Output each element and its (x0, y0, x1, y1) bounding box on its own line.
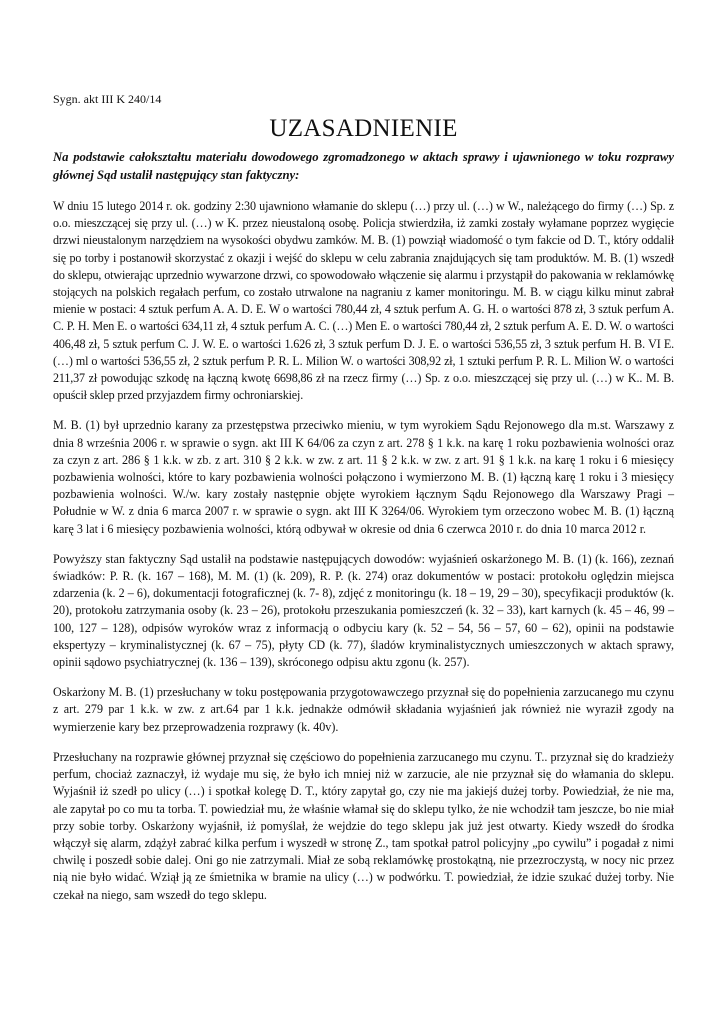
paragraph-criminal-record: M. B. (1) był uprzednio karany za przestępstwa przeciwko mieniu, w tym wyrokiem Sądu Rejonowego dla m.st. Warszawy z dnia 8 września 2006 r. w sprawie o sygn. akt III K 64/06 za czyn z art. 278 § 1 k.k. na karę 1 roku pozbawienia wolności oraz za czyn z art. 286 § 1 k.k. w zb. z art. 310 § 2 k.k. w zw. z art. 11 § 2 k.k. w zw. z art. 91 § 1 k.k. na karę 1 roku i 6 miesięcy pozbawienia wolności, które to kary pozbawienia wolności połączono i wymierzono M. B. (1) łączną karę 1 roku i 3 miesięcy pozbawienia wolności. W./w. kary zostały następnie objęte wyrokiem łącznym Sądu Rejonowego dla Warszawy Pragi – Południe w W. z dnia 6 marca 2007 r. w sprawie o sygn. akt III K 3264/06. Wyrokiem tym orzeczono wobec M. B. (1) łączną karę 3 lat i 6 miesięcy pozbawienia wolności, którą odbywał w okresie od dnia 6 czerwca 2010 r. do dnia 10 marca 2012 r. (53, 418, 674, 536)
paragraph-evidence: Powyższy stan faktyczny Sąd ustalił na podstawie następujących dowodów: wyjaśnień oskarżonego M. B. (1) (k. 166), zeznań świadków: P. R. (k. 167 – 168), M. M. (1) (k. 209), R. P. (k. 274) oraz dokumentów w postaci: protokołu oględzin miejsca zdarzenia (k. 2 – 6), dokumentacji fotograficznej (k. 7- 8), zdjęć z monitoringu (k. 18 – 19, 29 – 30), specyfikacji produktów (k. 20), protokołu zatrzymania osoby (k. 23 – 26), protokołu przeszukania pomieszczeń (k. 32 – 33), kart karnych (k. 45 – 46, 99 – 100, 127 – 128), odpisów wyroków wraz z informacją o odbyciu kary (k. 52 – 54, 56 – 57, 60 – 62), opinii na podstawie ekspertyzy – kryminalistycznej (k. 67 – 75), płyty CD (k. 77), śladów kryminalistycznych umieszczonych w aktach sprawy, opinii sądowo psychiatrycznej (k. 136 – 139), skróconego odpisu aktu zgonu (k. 257). (53, 551, 674, 670)
paragraph-facts: W dniu 15 lutego 2014 r. ok. godziny 2:30 ujawniono włamanie do sklepu (…) przy ul. (…) w W., należącego do firmy (…) Sp. z o.o. mieszczącej się przy ul. (…) w K. przez nieustaloną osobę. Policja stwierdziła, iż zamki zostały wyłamane poprzez wygięcie drzwi nieustalonym narzędziem na wysokości obydwu zamków. M. B. (1) powziął wiadomość o tym fakcie od D. T., który oddalił się po torby i postanowił skorzystać z okazji i wejść do sklepu w celu zabrania znajdujących się tam produktów. M. B. (1) wszedł do sklepu, otwierając uprzednio wywarzone drzwi, co spowodowało włączenie się alarmu i przystąpił do pakowania w reklamówkę stojących na polskich regałach perfum, co zostało utrwalone na nagraniu z kamer monitoringu. M. B. w ciągu kilku minut zabrał mienie w postaci: 4 sztuk perfum A. A. D. E. W o wartości 780,44 zł, 4 sztuk perfum A. G. H. o wartości 878 zł, 3 sztuk perfum A. C. P. H. Men E. o wartości 634,11 zł, 4 sztuk perfum A. C. (…) Men E. o wartości 780,44 zł, 2 sztuk perfum A. E. D. W. o wartości 406,48 zł, 5 sztuk perfum C. J. W. E. o wartości 1.626 zł, 3 sztuk perfum D. J. E. o wartości 536,55 zł, 3 sztuk perfum H. B. VI E. (…) ml o wartości 536,55 zł, 2 sztuk perfum P. R. L. Milion W. o wartości 308,92 zł, 1 sztuki perfum P. R. L. Milion W. o wartości 211,37 zł powodując szkodę na łączną kwotę 6698,86 zł na rzecz firmy (…) Sp. z o.o. mieszczącej się przy ul. (…) w K.. M. B. opuścił sklep przed przyjazdem firmy ochroniarskiej. (53, 199, 674, 403)
document-page (53, 92, 674, 917)
document-title: UZASADNIENIE (269, 115, 458, 142)
intro-statement: Na podstawie całokształtu materiału dowodowego zgromadzonego w aktach sprawy i ujawnionego w toku rozprawy głównej Sąd ustalił następujący stan faktyczny: (53, 150, 674, 182)
paragraph-trial-testimony: Przesłuchany na rozprawie głównej przyznał się częściowo do popełnienia zarzucanego mu czynu. T.. przyznał się do kradzieży perfum, chociaż zaznaczył, iż wydaje mu się, że było ich mniej niż w zarzucie, ale nie przyznał się do włamania do sklepu. Wyjaśnił iż szedł po ulicy (…) i spotkał kolegę D. T., który zapytał go, czy nie ma jakiejś dużej torby. Powiedział, że nie ma, ale zapytał po co mu ta torba. T. powiedział mu, że właśnie włamał się do sklepu tylko, że nie wchodził tam jeszcze, bo nie miał przy sobie torby. Oskarżony wyjaśnił, iż pomyślał, że wejdzie do tego sklepu jak już jest otwarty. Kiedy wszedł do środka włączył się alarm, zdążył zabrać kilka perfum i wyszedł w stronę Z., tam spotkał patrol policyjny „po cywilu” i pogadał z nimi chwilę i poszedł sobie dalej. Oni go nie zatrzymali. Miał ze sobą reklamówkę prostokątną, nie przezroczystą, w nocy nic przez nią nie było widać. Wziął ją ze śmietnika w bramie na ulicy (…) w podwórku. T. powiedział, że idzie szukać dużej torby. Nie czekał na niego, sam wszedł do tego sklepu. (53, 749, 674, 902)
paragraph-pretrial-testimony: Oskarżony M. B. (1) przesłuchany w toku postępowania przygotowawczego przyznał się do popełnienia zarzucanego mu czynu z art. 279 par 1 k.k. w zw. z art.64 par 1 k.k. jednakże odmówił składania wyjaśnień jak również nie wyraził zgody na wymierzenie kary bez przeprowadzenia rozprawy (k. 40v). (53, 685, 674, 734)
case-signature: Sygn. akt III K 240/14 (53, 92, 162, 106)
